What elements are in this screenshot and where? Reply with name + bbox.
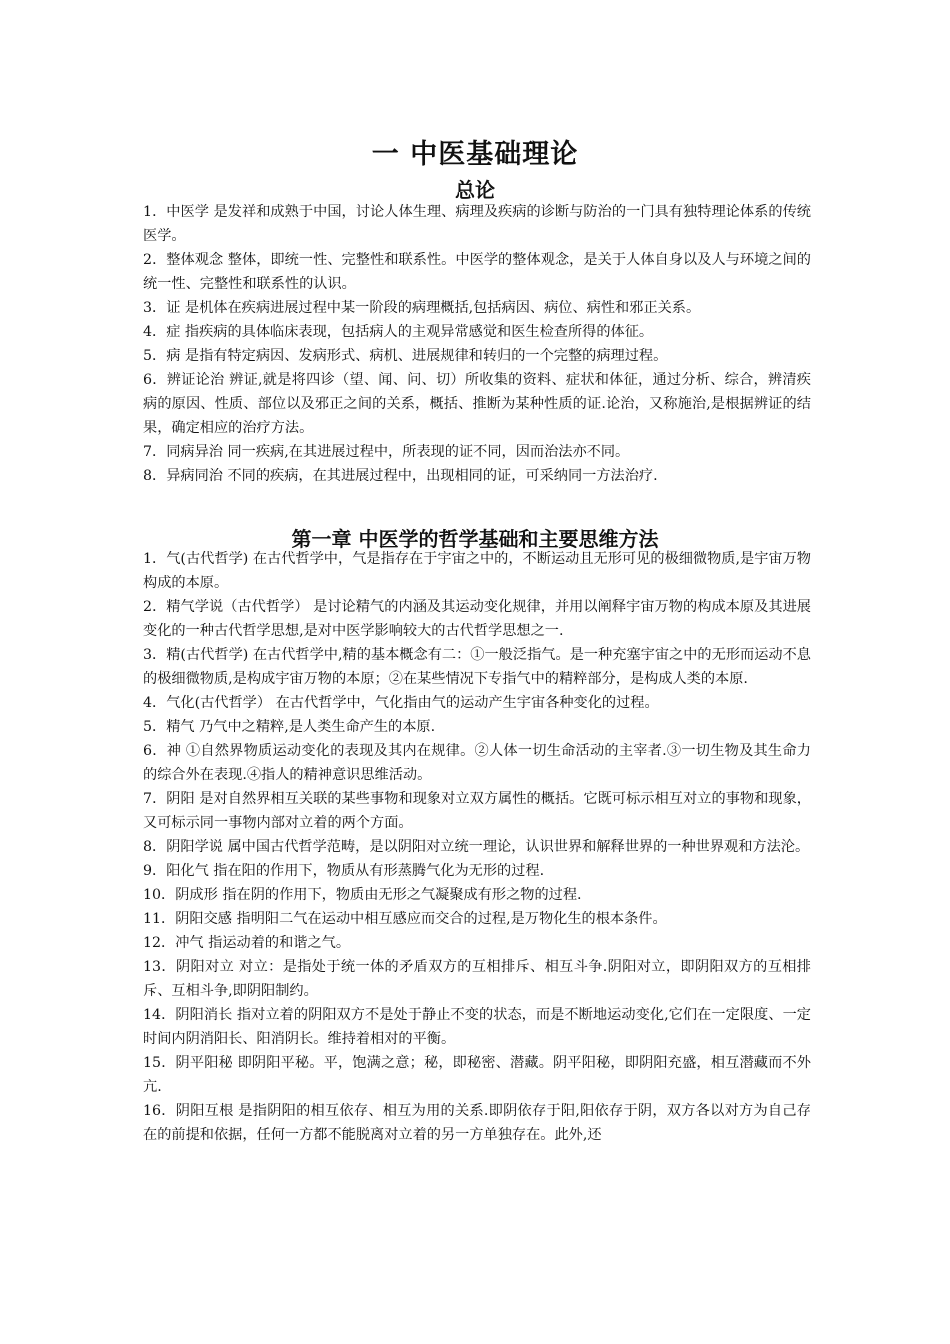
entry-item: 9．阳化气 指在阳的作用下，物质从有形蒸腾气化为无形的过程. (143, 863, 545, 879)
entry-item: 11．阴阳交感 指明阳二气在运动中相互感应而交合的过程,是万物化生的根本条件。 (143, 911, 667, 927)
section-heading-overview: 总论 (455, 178, 495, 202)
entry-item: 12．冲气 指运动着的和谐之气。 (143, 935, 351, 951)
entry-item: 4．症 指疾病的具体临床表现，包括病人的主观异常感觉和医生检查所得的体征。 (143, 324, 654, 340)
entry-item: 13．阴阳对立 对立：是指处于统一体的矛盾双方的互相排斥、相互斗争.阴阳对立，即阴阳双方的互相排斥、互相斗争,即阴阳制约。 (143, 959, 811, 999)
entry-item: 1．中医学 是发祥和成熟于中国，讨论人体生理、病理及疾病的诊断与防治的一门具有独特理论体系的传统医学。 (143, 204, 811, 244)
entry-list-overview (143, 200, 811, 488)
entry-item: 4．气化(古代哲学） 在古代哲学中，气化指由气的运动产生宇宙各种变化的过程。 (143, 695, 659, 711)
entry-item: 3．证 是机体在疾病进展过程中某一阶段的病理概括,包括病因、病位、病性和邪正关系。 (143, 300, 701, 316)
entry-item: 2．精气学说（古代哲学） 是讨论精气的内涵及其运动变化规律，并用以阐释宇宙万物的构成本原及其进展变化的一种古代哲学思想,是对中医学影响较大的古代哲学思想之一. (143, 599, 811, 639)
entry-item: 6．辨证论治 辨证,就是将四诊（望、闻、问、切）所收集的资料、症状和体征，通过分析、综合，辨清疾病的原因、性质、部位以及邪正之间的关系，概括、推断为某种性质的证.论治，又称施治,是根据辨证的结果，确定相应的治疗方法。 (143, 372, 811, 436)
page-title: 一 中医基础理论 (371, 139, 579, 170)
entry-list-chapter-one (143, 547, 811, 1147)
entry-item: 15．阴平阳秘 即阴阳平秘。平，饱满之意；秘，即秘密、潜藏。阴平阳秘，即阴阳充盛，相互潜藏而不外亢. (143, 1055, 811, 1095)
entry-item: 5．精气 乃气中之精粹,是人类生命产生的本原. (143, 719, 436, 735)
entry-item: 3．精(古代哲学) 在古代哲学中,精的基本概念有二：①一般泛指气。是一种充塞宇宙之中的无形而运动不息的极细微物质,是构成宇宙万物的本原；②在某些情况下专指气中的精粹部分，是构成人类的本原. (143, 647, 811, 687)
entry-item: 10．阴成形 指在阴的作用下，物质由无形之气凝聚成有形之物的过程. (143, 887, 582, 903)
entry-item: 7．同病异治 同一疾病,在其进展过程中，所表现的证不同，因而治法亦不同。 (143, 444, 630, 460)
entry-item: 7．阴阳 是对自然界相互关联的某些事物和现象对立双方属性的概括。它既可标示相互对立的事物和现象，又可标示同一事物内部对立着的两个方面。 (143, 791, 811, 831)
entry-item: 6．神 ①自然界物质运动变化的表现及其内在规律。②人体一切生命活动的主宰者.③一切生物及其生命力的综合外在表现.④指人的精神意识思维活动。 (143, 743, 811, 783)
entry-item: 8．异病同治 不同的疾病，在其进展过程中，出现相同的证，可采纳同一方法治疗. (143, 468, 658, 484)
entry-item: 5．病 是指有特定病因、发病形式、病机、进展规律和转归的一个完整的病理过程。 (143, 348, 668, 364)
entry-item: 1．气(古代哲学) 在古代哲学中，气是指存在于宇宙之中的，不断运动且无形可见的极细微物质,是宇宙万物构成的本原。 (143, 551, 811, 591)
entry-item: 2．整体观念 整体，即统一性、完整性和联系性。中医学的整体观念，是关于人体自身以及人与环境之间的统一性、完整性和联系性的认识。 (143, 252, 811, 292)
entry-item: 16．阴阳互根 是指阴阳的相互依存、相互为用的关系.即阴依存于阳,阳依存于阴，双方各以对方为自己存在的前提和依据，任何一方都不能脱离对立着的另一方单独存在。此外,还 (143, 1103, 811, 1143)
section-heading-chapter-one: 第一章 中医学的哲学基础和主要思维方法 (291, 527, 659, 551)
entry-item: 14．阴阳消长 指对立着的阴阳双方不是处于静止不变的状态，而是不断地运动变化,它们在一定限度、一定时间内阴消阳长、阳消阴长。维持着相对的平衡。 (143, 1007, 811, 1047)
entry-item: 8．阴阳学说 属中国古代哲学范畴，是以阴阳对立统一理论，认识世界和解释世界的一种世界观和方法沦。 (143, 839, 810, 855)
